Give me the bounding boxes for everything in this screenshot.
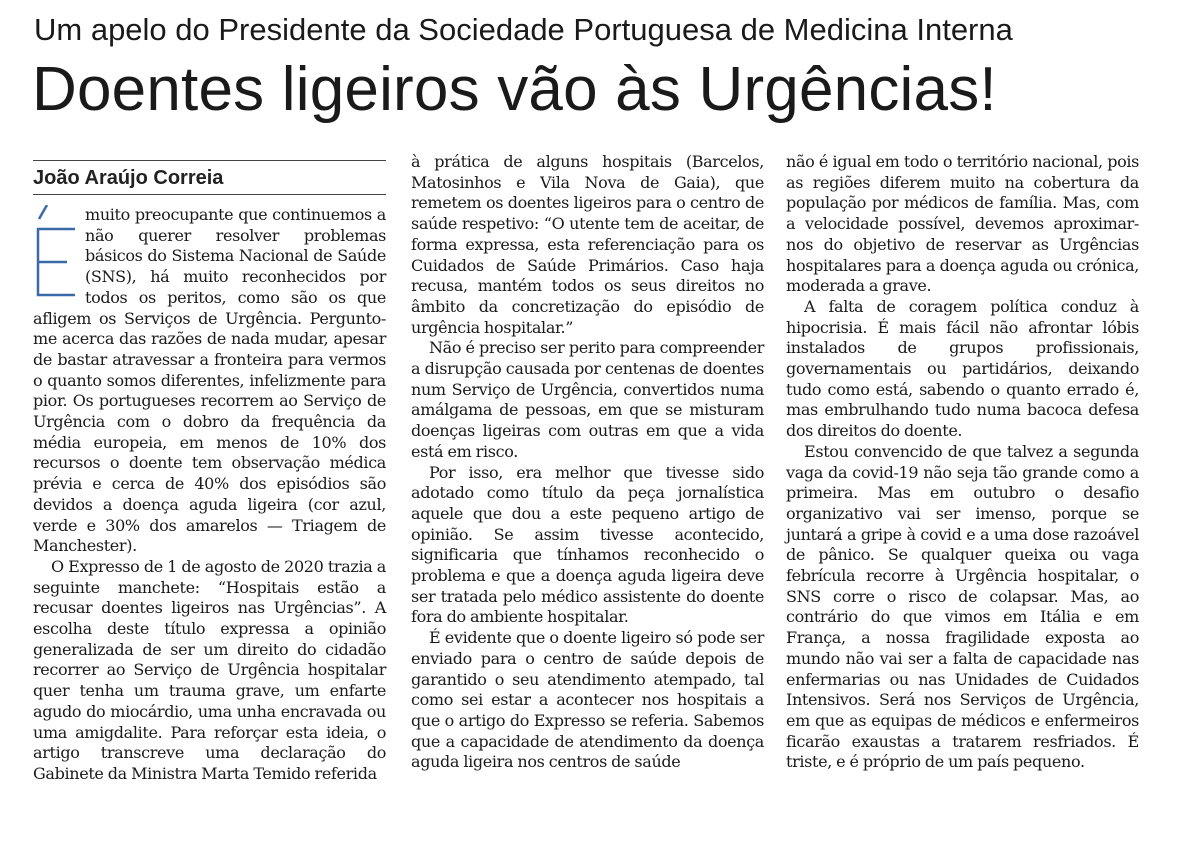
author-byline: João Araújo Correia [33,167,224,189]
paragraph [33,205,386,557]
column-3-text [786,152,1139,773]
article-column-2 [411,152,764,773]
paragraph: Não é preciso ser perito para compreender a disrupção causada por centenas de doentes num Serviço de Urgência, convertidos numa amálgama de pessoas, em que se misturam doenças ligeiras com outras em que a vida está em risco. [411,338,764,461]
paragraph: A falta de coragem política conduz à hipocrisia. É mais fácil não afrontar lóbis instalados de grupos profissionais, governamentais ou partidários, deixando tudo como está, sabendo o quanto errado é, mas embrulhando tudo numa bacoca defesa dos direitos do doente. [786,296,1139,441]
dropcap-e-acute [35,205,75,297]
paragraph: não é igual em todo o território nacional, pois as regiões diferem muito na cobertura da população por médicos de família. Mas, com a velocidade possível, devemos aproximar-nos do objetivo de reservar as Urgências hospitalares para a doença aguda ou crónica, moderada a grave. [786,152,1139,296]
byline-bottom-rule [33,194,386,195]
dropcap-letter [35,205,36,206]
paragraph: Estou convencido de que talvez a segunda vaga da covid-19 não seja tão grande como a primeira. Mas em outubro o desafio organizativo vai ser imenso, porque se juntará a gripe à covid e a uma dose razoável de pânico. Se qualquer queixa ou vaga febrícula recorre à Urgência hospitalar, o SNS corre o risco de colapsar. Mas, ao contrário do que vimos em Itália e em França, a nossa fragilidade exposta ao mundo não vai ser a falta de capacidade nas enfermarias ou nas Unidades de Cuidados Intensivos. Será nos Serviços de Urgência, em que as equipas de médicos e enfermeiros ficarão exaustas a tratarem resfriados. É triste, e é próprio de um país pequeno. [786,441,1139,772]
column-1-text [33,205,386,785]
paragraph: à prática de alguns hospitais (Barcelos, Matosinhos e Vila Nova de Gaia), que remetem os doentes ligeiros para o centro de saúde respetivo: “O utente tem de aceitar, de forma expressa, esta referenciação para os Cuidados de Saúde Primários. Caso haja recusa, mantém todos os seus direitos no âmbito da concretização do episódio de urgência hospitalar.” [411,152,764,337]
article-column-1 [33,152,386,785]
article-kicker: Um apelo do Presidente da Sociedade Portuguesa de Medicina Interna [34,12,1013,47]
paragraph: É evidente que o doente ligeiro só pode ser enviado para o centro de saúde depois de garantido o seu atendimento atempado, tal como sei estar a acontecer nos hospitais a que o artigo do Expresso se referia. Sabemos que a capacidade de atendimento da doença aguda ligeira nos centros de saúde [411,628,764,772]
paragraph: Por isso, era melhor que tivesse sido adotado como título da peça jornalística aquele que dou a este pequeno artigo de opinião. Se assim tivesse acontecido, significaria que tínhamos reconhecido o problema e que a doença aguda ligeira deve ser tratada pelo médico assistente do doente fora do ambiente hospitalar. [411,462,764,627]
article-column-3 [786,152,1139,773]
column-2-text [411,152,764,773]
paragraph-text: muito preocupante que continuemos a não querer resolver problemas básicos do Sistema Nacional de Saúde (SNS), há muito reconhecidos por todos os peritos, como são os que afligem os Serviços de Urgência. Pergunto-me acerca das razões de nada mudar, apesar de bastar atravessar a fronteira para vermos o quanto somos diferentes, infelizmente para pior. Os portugueses recorrem ao Serviço de Urgência com o dobro da frequência da média europeia, em menos de 10% dos recursos o doente tem observação médica prévia e cerca de 40% dos episódios são devidos a doença aguda ligeira (cor azul, verde e 30% dos amarelos — Triagem de Manchester). [33,205,386,556]
article-headline: Doentes ligeiros vão às Urgências! [32,55,997,124]
dropcap-glyph [35,205,75,297]
paragraph: O Expresso de 1 de agosto de 2020 trazia a seguinte manchete: “Hospitais estão a recusar doentes ligeiros nas Urgências”. A escolha deste título expressa a opinião generalizada de ser um direito do cidadão recorrer ao Serviço de Urgência hospitalar quer tenha um trauma grave, um enfarte agudo do miocárdio, uma unha encravada ou uma amigdalite. Para reforçar esta ideia, o artigo transcreve uma declaração do Gabinete da Ministra Marta Temido referida [33,556,386,783]
